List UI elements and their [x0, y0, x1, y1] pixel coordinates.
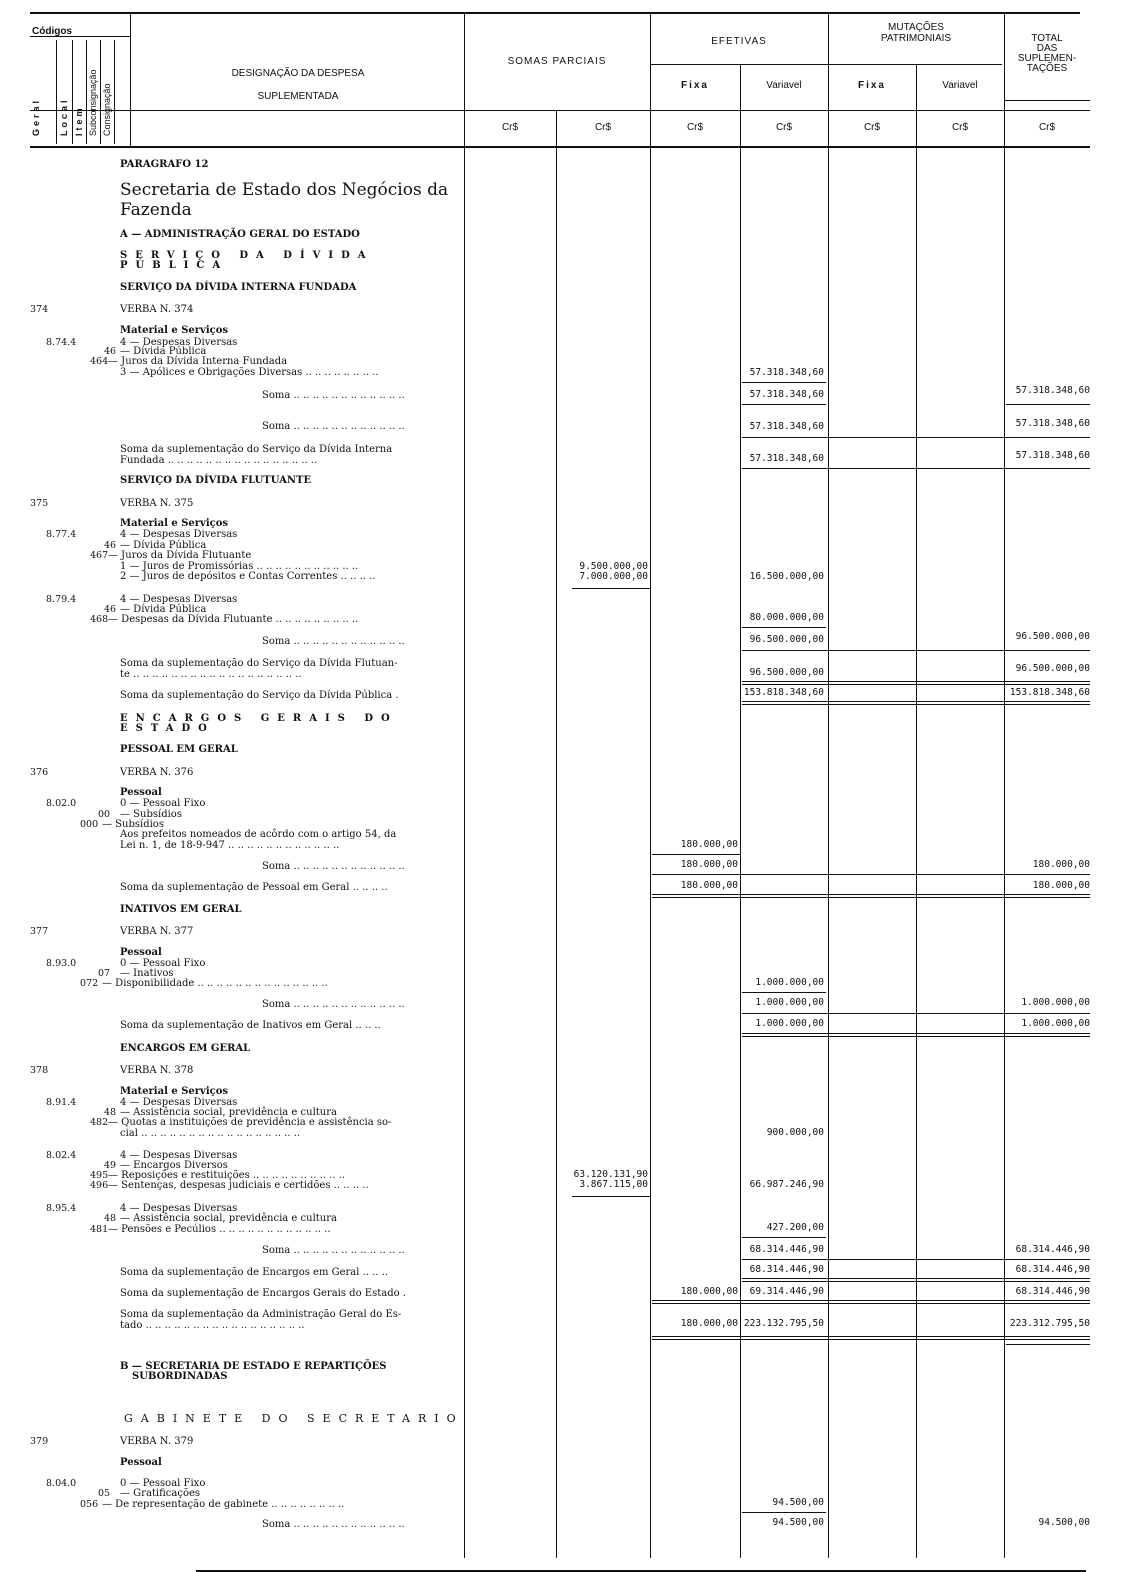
- total-header: TOTAL DAS SUPLEMEN- TAÇÕES: [1017, 33, 1077, 74]
- line-text: — Assistência social, previdência e cultura: [120, 1107, 337, 1118]
- code-item: 48: [104, 1107, 117, 1118]
- soma-label: Soma .. .. .. .. .. .. .. .. .. .. .. ..: [262, 1245, 405, 1256]
- secretaria-title-2: Fazenda: [120, 200, 192, 220]
- efetivas-fixa-header: Fixa: [680, 80, 709, 91]
- code-geral: 8.04.0: [46, 1478, 77, 1489]
- line-text: Soma da suplementação do Serviço da Dívida Flutuan-: [120, 658, 398, 669]
- value-fixa: 180.000,00: [680, 1318, 738, 1329]
- line-text: — Juros da Dívida Interna Fundada: [108, 356, 288, 367]
- verba-code: 379: [30, 1436, 49, 1447]
- code-consignacao: 481: [90, 1224, 109, 1235]
- value-variavel: 68.314.446,90: [749, 1264, 824, 1275]
- code-consignacao: 482: [90, 1117, 109, 1128]
- line-text: — Encargos Diversos: [120, 1160, 228, 1171]
- value-fixa: 180.000,00: [680, 839, 738, 850]
- category-label: Pessoal: [120, 1457, 162, 1468]
- line-text: — Dívida Pública: [120, 540, 207, 551]
- currency-efetivas-fixa: Cr$: [686, 122, 704, 133]
- efetivas-header: EFETIVAS: [711, 36, 767, 47]
- line-text: — Dívida Pública: [120, 604, 207, 615]
- line-text: 4 — Despesas Diversas: [120, 529, 238, 540]
- line-text: — Assistência social, previdência e cultura: [120, 1213, 337, 1224]
- section-heading: ENCARGOS EM GERAL: [120, 1043, 251, 1054]
- currency-somas-2: Cr$: [594, 122, 612, 133]
- value-variavel: 223.132.795,50: [743, 1318, 824, 1329]
- soma-label: Soma .. .. .. .. .. .. .. .. .. .. .. ..: [262, 1519, 405, 1530]
- designacao-header: DESIGNAÇÃO DA DESPESA SUPLEMENTADA: [231, 68, 365, 102]
- code-consignacao: 467: [90, 550, 109, 561]
- line-text: tado .. .. .. .. .. .. .. .. .. .. .. .. .. .. .. .. ..: [120, 1320, 305, 1331]
- code-geral: 8.91.4: [46, 1097, 77, 1108]
- verba-label: VERBA N. 376: [120, 767, 194, 778]
- category-label: Material e Serviços: [120, 325, 229, 336]
- code-consignacao: 056: [80, 1499, 99, 1510]
- verba-code: 376: [30, 767, 49, 778]
- line-text: — Disponibilidade .. .. .. .. .. .. .. .. .. .. .. .. .. ..: [102, 978, 328, 989]
- item-label: Item: [74, 105, 84, 136]
- value-total: 223.312.795,50: [1009, 1318, 1090, 1329]
- line-text: Soma da suplementação da Administração Geral do Es-: [120, 1309, 402, 1320]
- line-text: 2 — Juros de depósitos e Contas Correntes .. .. .. ..: [120, 571, 376, 582]
- paragrafo-heading: PARAGRAFO 12: [120, 159, 209, 170]
- currency-efetivas-variavel: Cr$: [775, 122, 793, 133]
- line-text: 4 — Despesas Diversas: [120, 337, 238, 348]
- code-item: 46: [104, 346, 117, 357]
- code-item: 48: [104, 1213, 117, 1224]
- geral-label: Geral: [31, 97, 41, 136]
- verba-label: VERBA N. 374: [120, 304, 194, 315]
- soma-label: Soma .. .. .. .. .. .. .. .. .. .. .. ..: [262, 636, 405, 647]
- line-text: 3 — Apólices e Obrigações Diversas .. .. .. .. .. .. .. ..: [120, 367, 379, 378]
- line-text: — Reposições e restituições .. .. .. .. .. .. .. .. .. ..: [108, 1170, 346, 1181]
- value-variavel: 57.318.348,60: [749, 367, 824, 378]
- currency-somas-1: Cr$: [501, 122, 519, 133]
- verba-label: VERBA N. 377: [120, 926, 194, 937]
- code-geral: 8.02.4: [46, 1150, 77, 1161]
- line-text: — Juros da Dívida Flutuante: [108, 550, 252, 561]
- value-total: 1.000.000,00: [1021, 1018, 1090, 1029]
- category-label: Pessoal: [120, 947, 162, 958]
- line-text: 0 — Pessoal Fixo: [120, 798, 206, 809]
- value-total: 68.314.446,90: [1015, 1244, 1090, 1255]
- line-text: Soma da suplementação do Serviço da Dívida Pública .: [120, 690, 399, 701]
- line-text: Soma da suplementação de Pessoal em Geral .. .. .. ..: [120, 882, 388, 893]
- line-text: cial .. .. .. .. .. .. .. .. .. .. .. .. .. .. .. .. ..: [120, 1128, 301, 1139]
- value-variavel: 16.500.000,00: [749, 571, 824, 582]
- line-text: 4 — Despesas Diversas: [120, 1097, 238, 1108]
- section-heading: INATIVOS EM GERAL: [120, 904, 242, 915]
- code-item: 46: [104, 540, 117, 551]
- value-variavel: 57.318.348,60: [749, 453, 824, 464]
- line-text: Soma da suplementação de Encargos em Geral .. .. ..: [120, 1267, 389, 1278]
- value-variavel: 68.314.446,90: [749, 1244, 824, 1255]
- value-variavel: 153.818.348,60: [743, 687, 824, 698]
- value-total: 1.000.000,00: [1021, 997, 1090, 1008]
- line-text: — Dívida Pública: [120, 346, 207, 357]
- section-heading: A — ADMINISTRAÇÃO GERAL DO ESTADO: [120, 229, 360, 240]
- line-text: Aos prefeitos nomeados de acôrdo com o artigo 54, da: [120, 829, 397, 840]
- category-label: Material e Serviços: [120, 518, 229, 529]
- value-fixa: 180.000,00: [680, 880, 738, 891]
- subconsignacao-label: Subconsignação: [88, 69, 98, 136]
- value-total: 68.314.446,90: [1015, 1264, 1090, 1275]
- line-text: 4 — Despesas Diversas: [120, 1150, 238, 1161]
- verba-code: 377: [30, 926, 49, 937]
- value-variavel: 1.000.000,00: [755, 997, 824, 1008]
- line-text: Soma da suplementação do Serviço da Dívida Interna: [120, 444, 393, 455]
- line-text: 0 — Pessoal Fixo: [120, 1478, 206, 1489]
- value-total: 57.318.348,60: [1015, 418, 1090, 429]
- code-geral: 8.74.4: [46, 337, 77, 348]
- mutacoes-header: MUTAÇÕES PATRIMONIAIS: [880, 22, 952, 44]
- code-geral: 8.77.4: [46, 529, 77, 540]
- code-item: 05: [98, 1488, 111, 1499]
- section-heading: SERVIÇO DA DÍVIDA FLUTUANTE: [120, 475, 312, 486]
- value-variavel: 1.000.000,00: [755, 1018, 824, 1029]
- value-variavel: 94.500,00: [772, 1517, 824, 1528]
- line-text: Fundada .. .. .. .. .. .. .. .. .. .. .. .. .. .. .. ..: [120, 455, 318, 466]
- soma-label: Soma .. .. .. .. .. .. .. .. .. .. .. ..: [262, 421, 405, 432]
- value-variavel: 94.500,00: [772, 1497, 824, 1508]
- value-fixa: 180.000,00: [680, 859, 738, 870]
- line-text: 1 — Juros de Promissórias .. .. .. .. .. .. .. .. .. .. ..: [120, 561, 359, 572]
- value-total: 96.500.000,00: [1015, 663, 1090, 674]
- line-text: — Quotas a instituições de previdência e assistência so-: [108, 1117, 392, 1128]
- code-consignacao: 496: [90, 1180, 109, 1191]
- section-heading: PESSOAL EM GERAL: [120, 744, 238, 755]
- line-text: — De representação de gabinete .. .. .. .. .. .. .. ..: [102, 1499, 345, 1510]
- code-geral: 8.02.0: [46, 798, 77, 809]
- section-heading: GABINETE DO SECRETARIO: [124, 1412, 464, 1425]
- category-label: Material e Serviços: [120, 1086, 229, 1097]
- value-parcial: 9.500.000,00: [579, 561, 648, 572]
- line-text: 4 — Despesas Diversas: [120, 1203, 238, 1214]
- verba-label: VERBA N. 379: [120, 1436, 194, 1447]
- line-text: te .. .. .. .. .. .. .. .. .. .. .. .. .. .. .. .. .. ..: [120, 669, 302, 680]
- mutacoes-variavel-header: Variavel: [942, 80, 978, 91]
- section-heading: ENCARGOS GERAIS DO: [120, 713, 398, 724]
- category-label: Pessoal: [120, 787, 162, 798]
- code-geral: 8.95.4: [46, 1203, 77, 1214]
- section-heading: PÚBLICA: [120, 260, 229, 271]
- efetivas-variavel-header: Variavel: [766, 80, 802, 91]
- line-text: — Gratificações: [120, 1488, 201, 1499]
- codigos-label: Códigos: [32, 26, 72, 37]
- somas-parciais-header: SOMAS PARCIAIS: [507, 56, 607, 67]
- currency-mutacoes-variavel: Cr$: [951, 122, 969, 133]
- verba-code: 378: [30, 1065, 49, 1076]
- value-total: 153.818.348,60: [1009, 687, 1090, 698]
- mutacoes-fixa-header: Fixa: [857, 80, 886, 91]
- verba-code: 374: [30, 304, 49, 315]
- soma-label: Soma .. .. .. .. .. .. .. .. .. .. .. ..: [262, 999, 405, 1010]
- value-total: 68.314.446,90: [1015, 1286, 1090, 1297]
- code-item: 00: [98, 809, 111, 820]
- value-variavel: 69.314.446,90: [749, 1286, 824, 1297]
- value-fixa: 180.000,00: [680, 1286, 738, 1297]
- verba-label: VERBA N. 378: [120, 1065, 194, 1076]
- section-heading: ESTADO: [120, 723, 215, 734]
- line-text: — Despesas da Dívida Flutuante .. .. .. .. .. .. .. .. ..: [108, 614, 359, 625]
- code-geral: 8.93.0: [46, 958, 77, 969]
- local-label: Local: [59, 97, 69, 136]
- code-item: 46: [104, 604, 117, 615]
- code-consignacao: 495: [90, 1170, 109, 1181]
- value-variavel: 96.500.000,00: [749, 667, 824, 678]
- verba-label: VERBA N. 375: [120, 498, 194, 509]
- line-text: — Subsídios: [120, 809, 182, 820]
- code-geral: 8.79.4: [46, 594, 77, 605]
- code-item: 49: [104, 1160, 117, 1171]
- section-heading: SERVIÇO DA DÍVIDA INTERNA FUNDADA: [120, 282, 357, 293]
- line-text: Soma da suplementação de Inativos em Geral .. .. ..: [120, 1020, 381, 1031]
- value-total: 96.500.000,00: [1015, 631, 1090, 642]
- code-consignacao: 072: [80, 978, 99, 989]
- currency-mutacoes-fixa: Cr$: [863, 122, 881, 133]
- code-consignacao: 000: [80, 819, 99, 830]
- line-text: Soma da suplementação de Encargos Gerais do Estado .: [120, 1288, 406, 1299]
- value-variavel: 57.318.348,60: [749, 421, 824, 432]
- code-consignacao: 464: [90, 356, 109, 367]
- value-total: 180.000,00: [1032, 859, 1090, 870]
- value-total: 57.318.348,60: [1015, 450, 1090, 461]
- value-total: 57.318.348,60: [1015, 385, 1090, 396]
- currency-total: Cr$: [1038, 122, 1056, 133]
- line-text: — Inativos: [120, 968, 174, 979]
- value-variavel: 1.000.000,00: [755, 977, 824, 988]
- value-parcial: 3.867.115,00: [579, 1179, 648, 1190]
- line-text: 0 — Pessoal Fixo: [120, 958, 206, 969]
- line-text: Lei n. 1, de 18-9-947 .. .. .. .. .. .. .. .. .. .. .. ..: [120, 840, 340, 851]
- consignacao-label: Consignação: [102, 83, 112, 136]
- value-variavel: 80.000.000,00: [749, 612, 824, 623]
- secretaria-title: Secretaria de Estado dos Negócios da: [120, 180, 449, 200]
- value-variavel: 96.500.000,00: [749, 634, 824, 645]
- value-variavel: 66.987.246,90: [749, 1179, 824, 1190]
- value-variavel: 900.000,00: [766, 1127, 824, 1138]
- value-total: 180.000,00: [1032, 880, 1090, 891]
- value-parcial: 7.000.000,00: [579, 571, 648, 582]
- section-heading: SUBORDINADAS: [132, 1371, 228, 1382]
- code-item: 07: [98, 968, 111, 979]
- value-parcial: 63.120.131,90: [573, 1169, 648, 1180]
- code-consignacao: 468: [90, 614, 109, 625]
- line-text: — Sentenças, despesas judiciais e certidões .. .. .. ..: [108, 1180, 369, 1191]
- line-text: — Pensões e Pecúlios .. .. .. .. .. .. .. .. .. .. .. ..: [108, 1224, 331, 1235]
- section-heading: B — SECRETARIA DE ESTADO E REPARTIÇÕES: [120, 1361, 387, 1372]
- value-total: 94.500,00: [1038, 1517, 1090, 1528]
- value-variavel: 427.200,00: [766, 1222, 824, 1233]
- value-variavel: 57.318.348,60: [749, 389, 824, 400]
- line-text: 4 — Despesas Diversas: [120, 594, 238, 605]
- soma-label: Soma .. .. .. .. .. .. .. .. .. .. .. ..: [262, 390, 405, 401]
- section-heading: SERVIÇO DA DÍVIDA: [120, 250, 374, 261]
- verba-code: 375: [30, 498, 49, 509]
- line-text: — Subsídios: [102, 819, 164, 830]
- soma-label: Soma .. .. .. .. .. .. .. .. .. .. .. ..: [262, 861, 405, 872]
